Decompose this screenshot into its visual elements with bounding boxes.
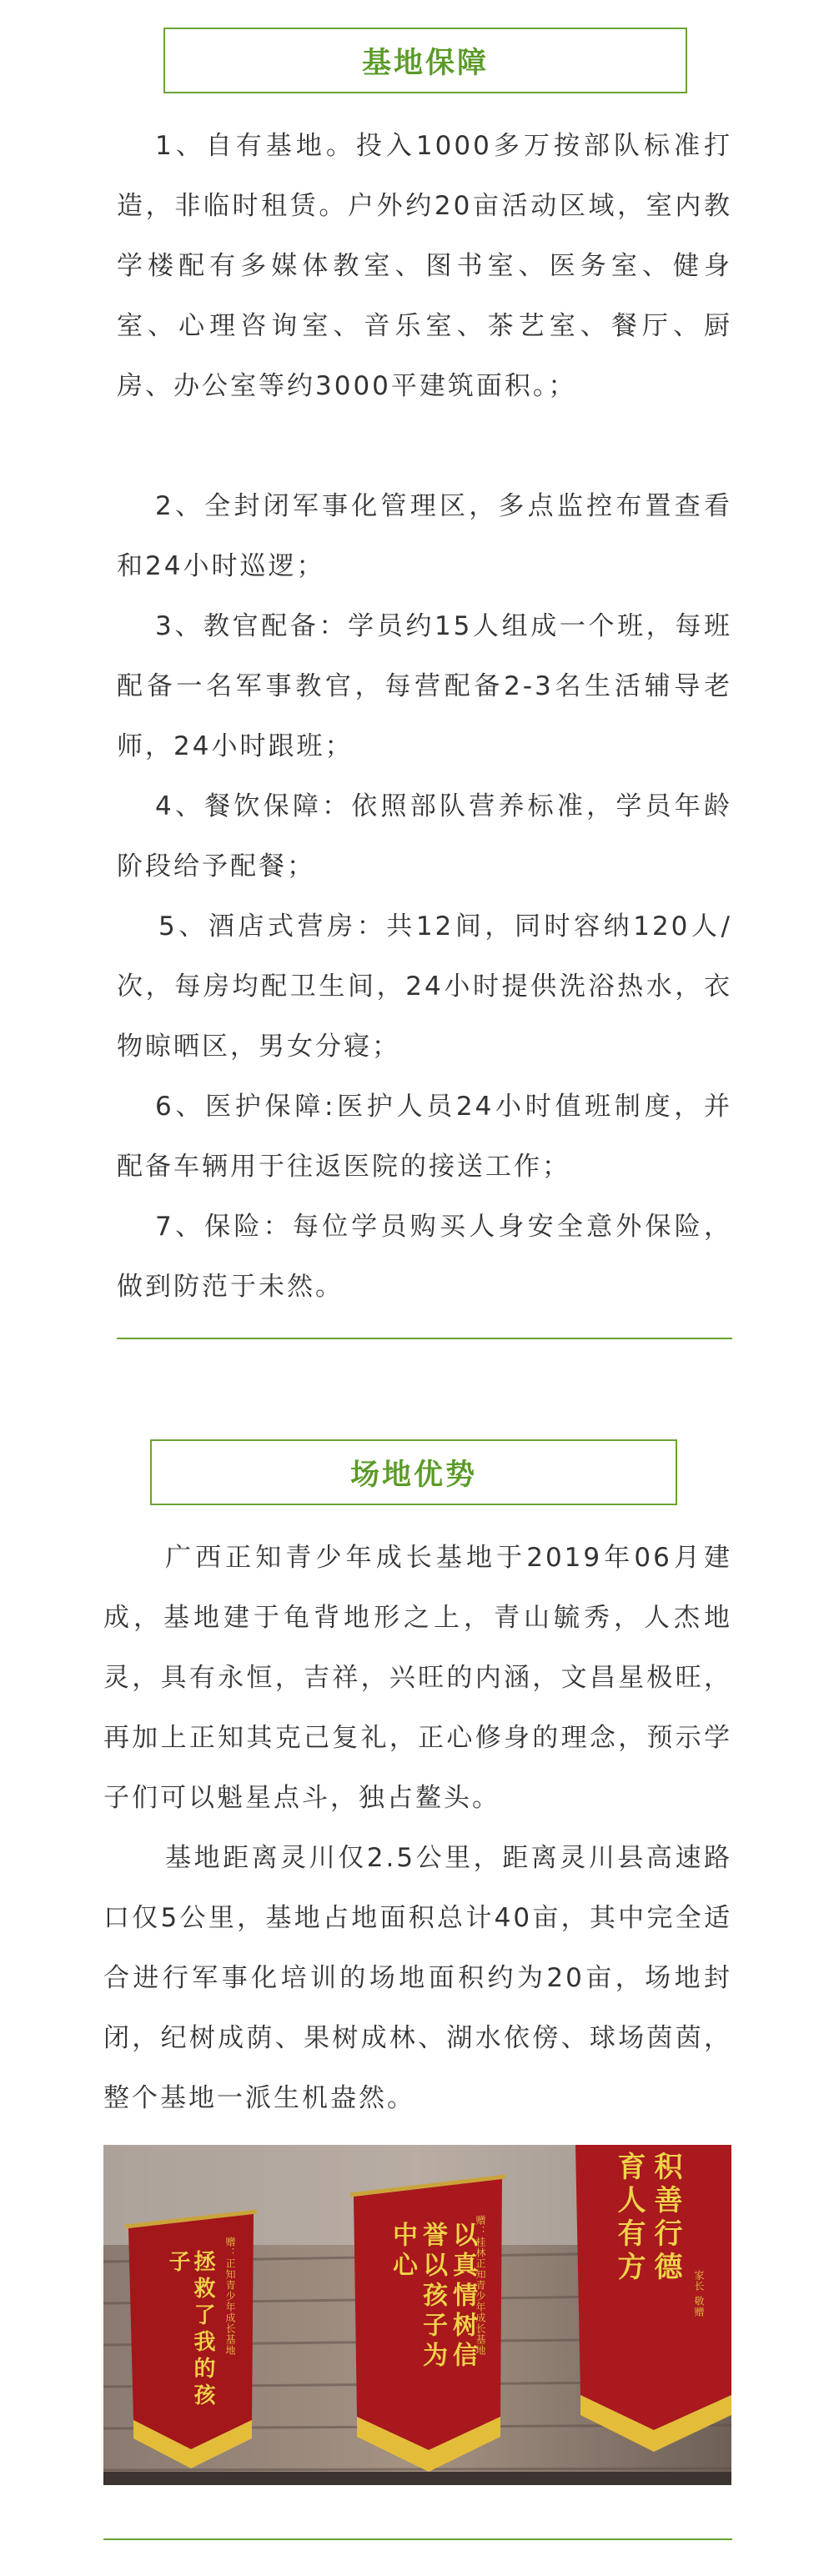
banner-2-side-text: 赠：桂林正知青少年成长基地 [475,2215,486,2356]
banner-3-text: 积善行德育人有方 [612,2152,682,2285]
banner-2-text: 以真情树信誉以孩子为中心 [388,2222,477,2372]
guarantee-item-4: 4、餐饮保障：依照部队营养标准，学员年龄阶段给予配餐； [117,791,732,881]
banner-3-side-text: 家长 敬赠 [693,2270,705,2317]
guarantee-item-7: 7、保险：每位学员购买人身安全意外保险，做到防范于未然。 [117,1212,732,1302]
banners-photo [103,2145,731,2485]
guarantee-item-6: 6、医护保障:医护人员24小时值班制度，并配备车辆用于往返医院的接送工作； [117,1092,732,1182]
banner-1-text: 拯救了我的孩子 [165,2250,215,2410]
venue-paragraph-1: 广西正知青少年成长基地于2019年06月建成，基地建于龟背地形之上，青山毓秀，人杰地灵，具有永恒，吉祥，兴旺的内涵，文昌星极旺，再加上正知其克己复礼，正心修身的理念，预示学子们可以魁星点斗，独占鳌头。 [103,1543,732,1813]
section-title-venue-advantage: 场地优势 [150,1439,677,1505]
guarantee-item-3: 3、教官配备：学员约15人组成一个班，每班配备一名军事教官，每营配备2-3名生活辅导老师，24小时跟班； [117,611,732,761]
guarantee-item-2: 2、全封闭军事化管理区，多点监控布置查看和24小时巡逻； [117,491,732,581]
guarantee-item-5: 5、酒店式营房：共12间，同时容纳120人/次，每房均配卫生间，24小时提供洗浴热水，衣物晾晒区，男女分寝； [117,911,732,1062]
venue-paragraph-2: 基地距离灵川仅2.5公里，距离灵川县高速路口仅5公里，基地占地面积总计40亩，其中完全适合进行军事化培训的场地面积约为20亩，场地封闭，纪树成荫、果树成林、湖水依傍、球场茵茵，整个基地一派生机盎然。 [103,1843,732,2113]
guarantee-item-1: 1、自有基地。投入1000多万按部队标准打造，非临时租赁。户外约20亩活动区域，室内教学楼配有多媒体教室、图书室、医务室、健身室、心理咨询室、音乐室、茶艺室、餐厅、厨房、办公室等约3000平建筑面积。； [117,131,732,401]
section-divider [117,1338,732,1339]
banner-1-side-text: 赠：正知青少年成长基地 [224,2237,236,2356]
section-title-base-guarantee: 基地保障 [163,28,687,93]
section-divider-bottom [103,2538,732,2540]
